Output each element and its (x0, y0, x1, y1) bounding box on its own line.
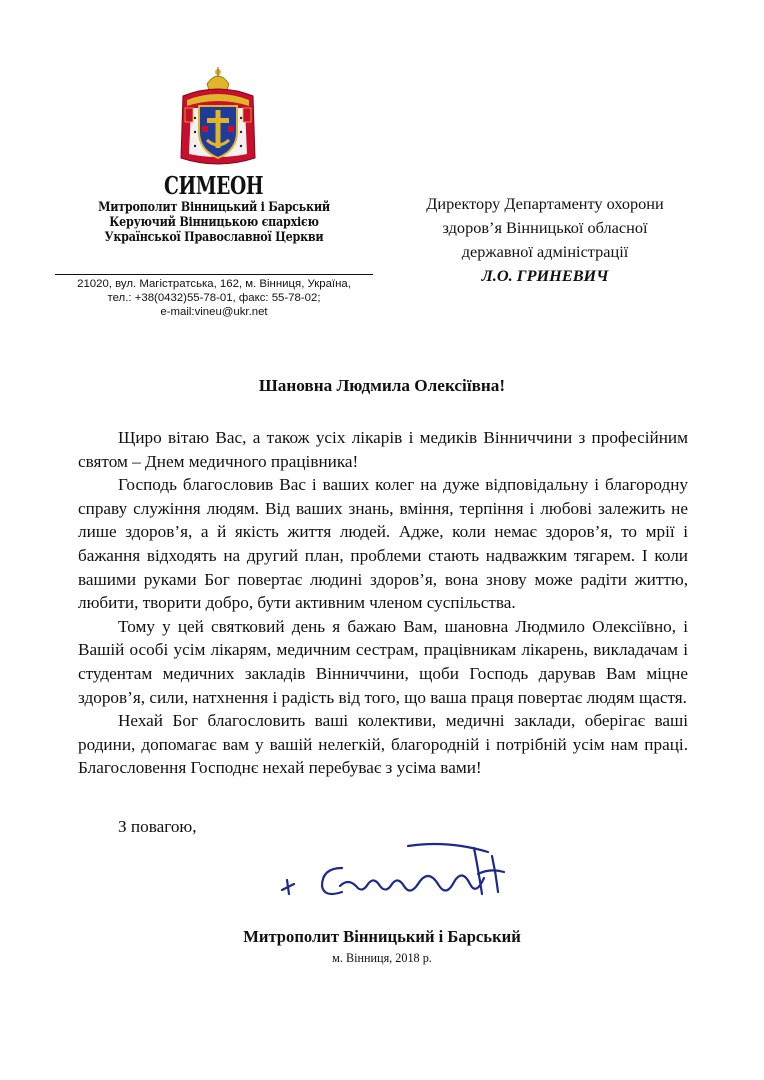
issuer-name: СИМЕОН (164, 171, 264, 200)
letterhead-divider (55, 274, 373, 275)
addressee-block (400, 192, 690, 288)
issuer-title-line-3: Української Православної Церкви (104, 230, 324, 245)
paragraph-3: Тому у цей святковий день я бажаю Вам, шановна Людмило Олексіївно, і Вашій особі усім лікарям, медичним сестрам, працівникам лікарень, викладачам і студентам медичних закладів Вінниччини, щоби Господь дарував Вам міцне здоров’я, сили, натхнення і радість від того, що ваша праця повертає людям щастя. (78, 616, 688, 707)
addressee-line-3: державної адміністрації (461, 242, 629, 261)
paragraph-4: Нехай Бог благословить ваші колективи, медичні заклади, оберігає ваші родини, допомагає вам у вашій нелегкій, благородній і потрібній усім нам праці. Благословення Господнє нехай перебуває з усіма вами! (78, 711, 688, 778)
issuer-block (55, 172, 373, 245)
salutation: Шановна Людмила Олексіївна! (258, 376, 506, 395)
addressee-person: Л.О. ГРИНЕВИЧ (481, 266, 609, 285)
contact-details (55, 277, 373, 319)
contact-email: e-mail:vineu@ukr.net (160, 306, 268, 318)
coat-of-arms-icon (177, 66, 259, 172)
addressee-line-1: Директору Департаменту охорони (426, 194, 664, 213)
contact-address: 21020, вул. Магістратська, 162, м. Вінниця, Україна, (77, 278, 351, 290)
contact-phone: тел.: +38(0432)55-78-01, факс: 55-78-02; (107, 292, 321, 304)
issuer-title-line-2: Керуючий Вінницькою єпархією (109, 215, 319, 230)
handwritten-signature (278, 838, 536, 908)
place-date: м. Вінниця, 2018 р. (332, 951, 432, 965)
paragraph-1: Щиро вітаю Вас, а також усіх лікарів і медиків Вінниччини з професійним святом – Днем медичного працівника! (78, 428, 688, 471)
issuer-title-line-1: Митрополит Вінницький і Барський (98, 200, 330, 215)
closing-phrase: З повагою, (118, 817, 197, 836)
paragraph-2: Господь благословив Вас і ваших колег на дуже відповідальну і благородну справу служіння людям. Від ваших знань, вміння, терпіння і любові залежить не лише здоров’я, а й якість життя людей. Адже, коли немає здоров’я, то мрії і бажання відходять на другий план, проблеми стають надважким тягарем. І коли вашими руками Бог повертає людині здоров’я, вона знову може радіти життю, любити, творити добро, бути активним членом суспільства. (78, 475, 688, 613)
addressee-line-2: здоров’я Вінницької обласної (442, 218, 648, 237)
letter-body (78, 426, 688, 780)
signer-title: Митрополит Вінницький і Барський (243, 927, 521, 946)
